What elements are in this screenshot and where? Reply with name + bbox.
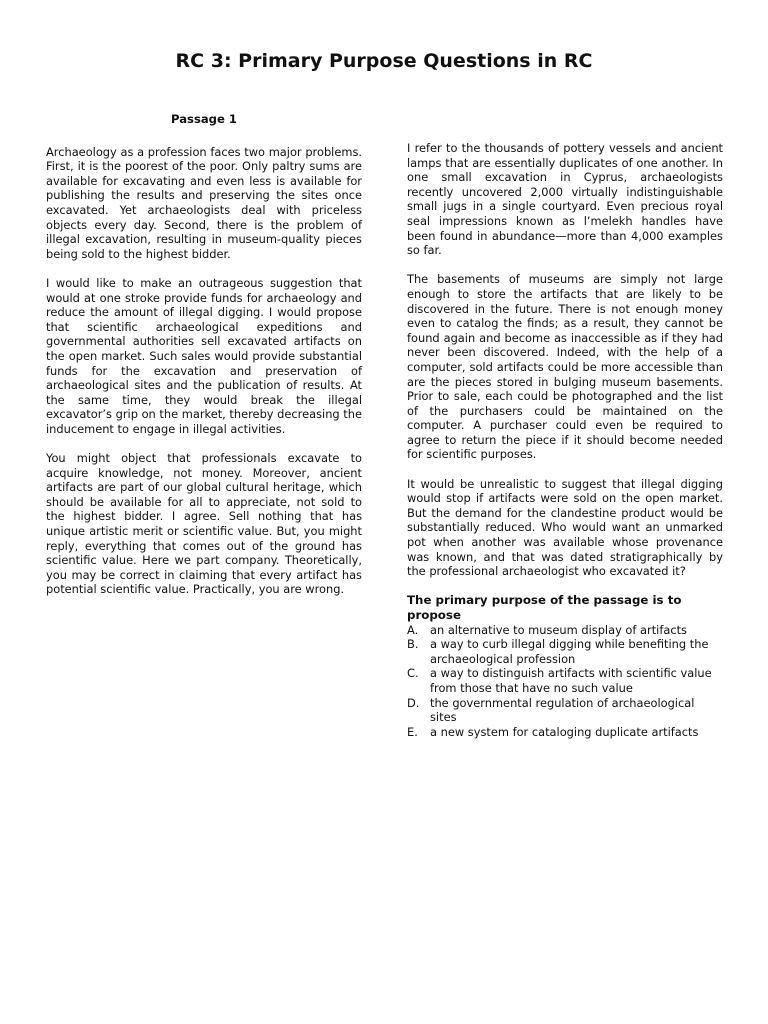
option-text: a way to curb illegal digging while benefiting the archaeological profession [430,637,709,666]
passage-label: Passage 1 [171,112,237,126]
option-letter: B. [407,637,419,652]
answer-option-d[interactable] [407,696,723,725]
answer-option-c[interactable] [407,666,723,695]
option-letter: A. [407,622,419,637]
answer-option-b[interactable] [407,637,723,666]
option-text: an alternative to museum display of artifacts [430,622,687,637]
left-column [46,108,362,612]
answer-options [407,623,723,740]
option-letter: C. [407,666,419,681]
option-text: a way to distinguish artifacts with scientific value from those that have no such value [430,666,712,695]
answer-option-e[interactable] [407,725,723,740]
option-text: a new system for cataloging duplicate artifacts [430,724,699,739]
option-text: the governmental regulation of archaeological sites [430,695,695,725]
paragraph: I would like to make an outrageous suggestion that would at one stroke provide funds for archaeology and reduce the amount of illegal digging. I would propose that scientific archaeological expeditions and governmental authorities sell excavated artifacts on the open market. Such sales would provide substantial funds for the excavation and preservation of archaeological sites and the publication of results. At the same time, they would break the illegal excavator’s grip on the market, thereby decreasing the inducement to engage in illegal activities. [46,275,362,436]
answer-option-a[interactable] [407,623,723,638]
right-column [407,141,723,739]
paragraph: I refer to the thousands of pottery vessels and ancient lamps that are essentially duplicates of one another. In one small excavation in Cyprus, archaeologists recently uncovered 2,000 virtually indistinguishable small jugs in a single courtyard. Even precious royal seal impressions known as l’melekh handles have been found in abundance—more than 4,000 examples so far. [407,141,723,258]
page-title: RC 3: Primary Purpose Questions in RC [175,50,593,72]
paragraph: The basements of museums are simply not large enough to store the artifacts that are likely to be discovered in the future. There is not enough money even to catalog the finds; as a result, they cannot be found again and become as inaccessible as if they had never been discovered. Indeed, with the help of a computer, sold artifacts could be more accessible than are the pieces stored in bulging museum basements. Prior to sale, each could be photographed and the list of the purchasers could be maintained on the computer. A purchaser could even be required to agree to return the piece if it should become needed for scientific purposes. [407,272,723,462]
option-letter: E. [407,724,418,739]
option-letter: D. [407,695,420,710]
paragraph: You might object that professionals excavate to acquire knowledge, not money. Moreover, ancient artifacts are part of our global cultural heritage, which should be available for all to appreciate, not sold to the highest bidder. I agree. Sell nothing that has unique artistic merit or scientific value. But, you might reply, everything that comes out of the ground has scientific value. Here we part company. Theoretically, you may be correct in claiming that every artifact has potential scientific value. Practically, you are wrong. [46,451,362,597]
paragraph: It would be unrealistic to suggest that illegal digging would stop if artifacts were sold on the open market. But the demand for the clandestine product would be substantially reduced. Who would want an unmarked pot when another was available whose provenance was known, and that was dated stratigraphically by the professional archaeologist who excavated it? [407,476,723,579]
question-stem: The primary purpose of the passage is to propose [407,593,682,622]
paragraph: Archaeology as a profession faces two major problems. First, it is the poorest of the poor. Only paltry sums are available for excavating and even less is available for publishing the results and preserving the sites once excavated. Yet archaeologists deal with priceless objects every day. Second, there is the problem of illegal excavation, resulting in museum-quality pieces being sold to the highest bidder. [46,144,362,261]
